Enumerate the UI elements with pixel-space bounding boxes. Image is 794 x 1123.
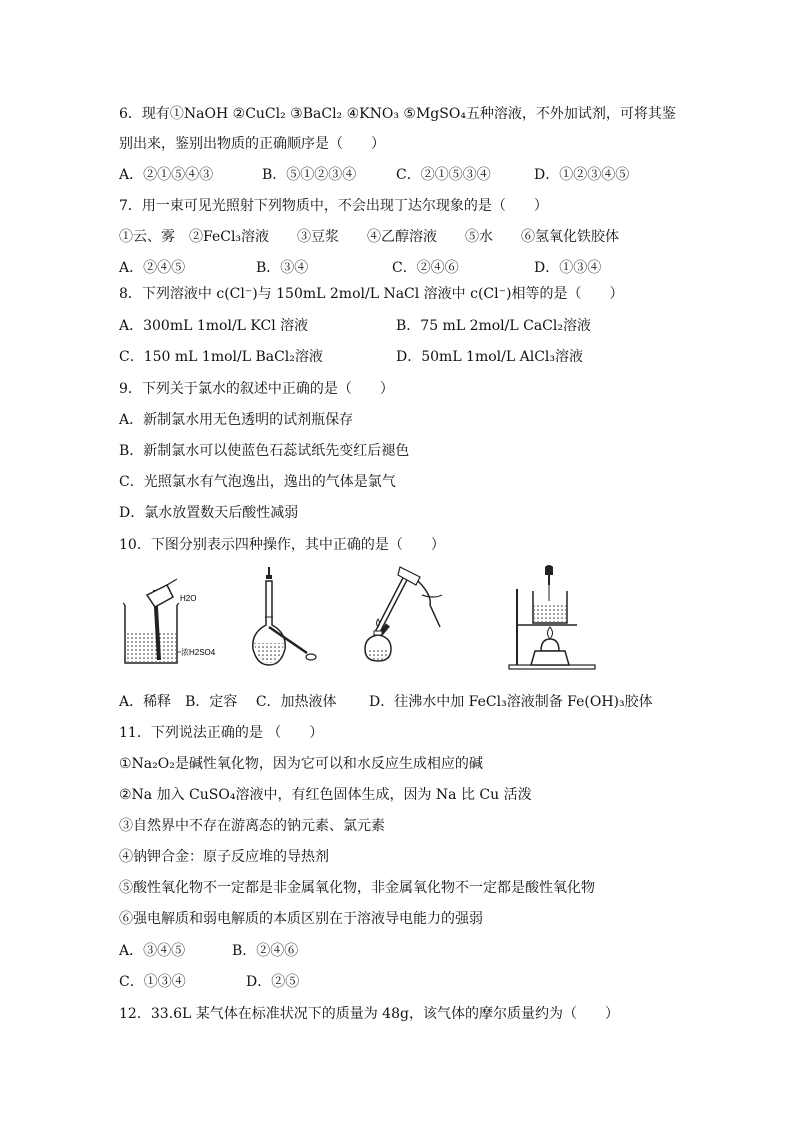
q11-option-b: B．②④⑥ [232, 943, 299, 959]
q11-option-d: D．②⑤ [246, 974, 300, 990]
label-conc-acid: 浓H2SO4 [181, 648, 216, 657]
q10-options: A．稀释 B．定容 C．加热液体 D．往沸水中加 FeCl₃溶液制备 Fe(OH)₃胶体 [119, 694, 653, 710]
q6-option-d: D．①②③④⑤ [534, 167, 630, 183]
q6-stem-line2: 别出来，鉴别出物质的正确顺序是（ ） [119, 136, 385, 152]
q11-item-1: ①Na₂O₂是碱性氧化物，因为它可以和水反应生成相应的碱 [119, 756, 483, 772]
q11-option-a: A．③④⑤ [119, 943, 186, 959]
q10-figures [115, 565, 595, 675]
q8-option-b: B．75 mL 2mol/L CaCl₂溶液 [396, 318, 591, 334]
q8-option-c: C．150 mL 1mol/L BaCl₂溶液 [119, 349, 323, 365]
figure-b-volumetric-flask [245, 565, 335, 670]
q6-option-a: A．②①⑤④③ [119, 167, 214, 183]
q7-option-c: C．②④⑥ [392, 260, 459, 276]
q9-option-b: B．新制氯水可以使蓝色石蕊试纸先变红后褪色 [119, 443, 410, 459]
q11-item-2: ②Na 加入 CuSO₄溶液中，有红色固体生成，因为 Na 比 Cu 活泼 [119, 787, 532, 803]
q7-items: ①云、雾 ②FeCl₃溶液 ③豆浆 ④乙醇溶液 ⑤水 ⑥氢氧化铁胶体 [119, 229, 620, 245]
q11-option-c: C．①③④ [119, 974, 186, 990]
q6-option-b: B．⑤①②③④ [262, 167, 357, 183]
q7-option-d: D．①③④ [534, 260, 602, 276]
q6-option-c: C．②①⑤③④ [396, 167, 491, 183]
q6-stem-line1: 6．现有①NaOH ②CuCl₂ ③BaCl₂ ④KNO₃ ⑤MgSO₄五种溶液，不外加试剂，可将其鉴 [119, 106, 676, 122]
q9-stem: 9．下列关于氯水的叙述中正确的是（ ） [119, 381, 394, 397]
label-water: H2O [180, 594, 197, 603]
q7-stem: 7．用一束可见光照射下列物质中，不会出现丁达尔现象的是（ ） [119, 198, 548, 214]
figure-a-dilution [115, 565, 225, 670]
q8-option-a: A．300mL 1mol/L KCl 溶液 [119, 318, 309, 334]
q10-stem: 10．下图分别表示四种操作，其中正确的是（ ） [119, 537, 445, 553]
q7-option-a: A．②④⑤ [119, 260, 186, 276]
q9-option-c: C．光照氯水有气泡逸出，逸出的气体是氯气 [119, 474, 396, 490]
q11-item-4: ④钠钾合金：原子反应堆的导热剂 [119, 849, 329, 865]
figure-d-colloid-preparation [505, 565, 615, 675]
q7-option-b: B．③④ [256, 260, 309, 276]
q8-option-d: D．50mL 1mol/L AlCl₃溶液 [396, 349, 584, 365]
q11-item-5: ⑤酸性氧化物不一定都是非金属氧化物，非金属氧化物不一定都是酸性氧化物 [119, 880, 595, 896]
q8-stem: 8．下列溶液中 c(Cl⁻)与 150mL 2mol/L NaCl 溶液中 c(Cl⁻)相等的是（ ） [119, 286, 624, 302]
q11-stem: 11．下列说法正确的是 （ ） [119, 725, 324, 741]
q9-option-a: A．新制氯水用无色透明的试剂瓶保存 [119, 412, 354, 428]
q11-item-6: ⑥强电解质和弱电解质的本质区别在于溶液导电能力的强弱 [119, 911, 483, 927]
q12-stem: 12．33.6L 某气体在标准状况下的质量为 48g，该气体的摩尔质量约为（ ） [119, 1006, 619, 1022]
q9-option-d: D．氯水放置数天后酸性减弱 [119, 505, 299, 521]
figure-c-heating-liquid [360, 565, 470, 670]
q11-item-3: ③自然界中不存在游离态的钠元素、氯元素 [119, 818, 385, 834]
